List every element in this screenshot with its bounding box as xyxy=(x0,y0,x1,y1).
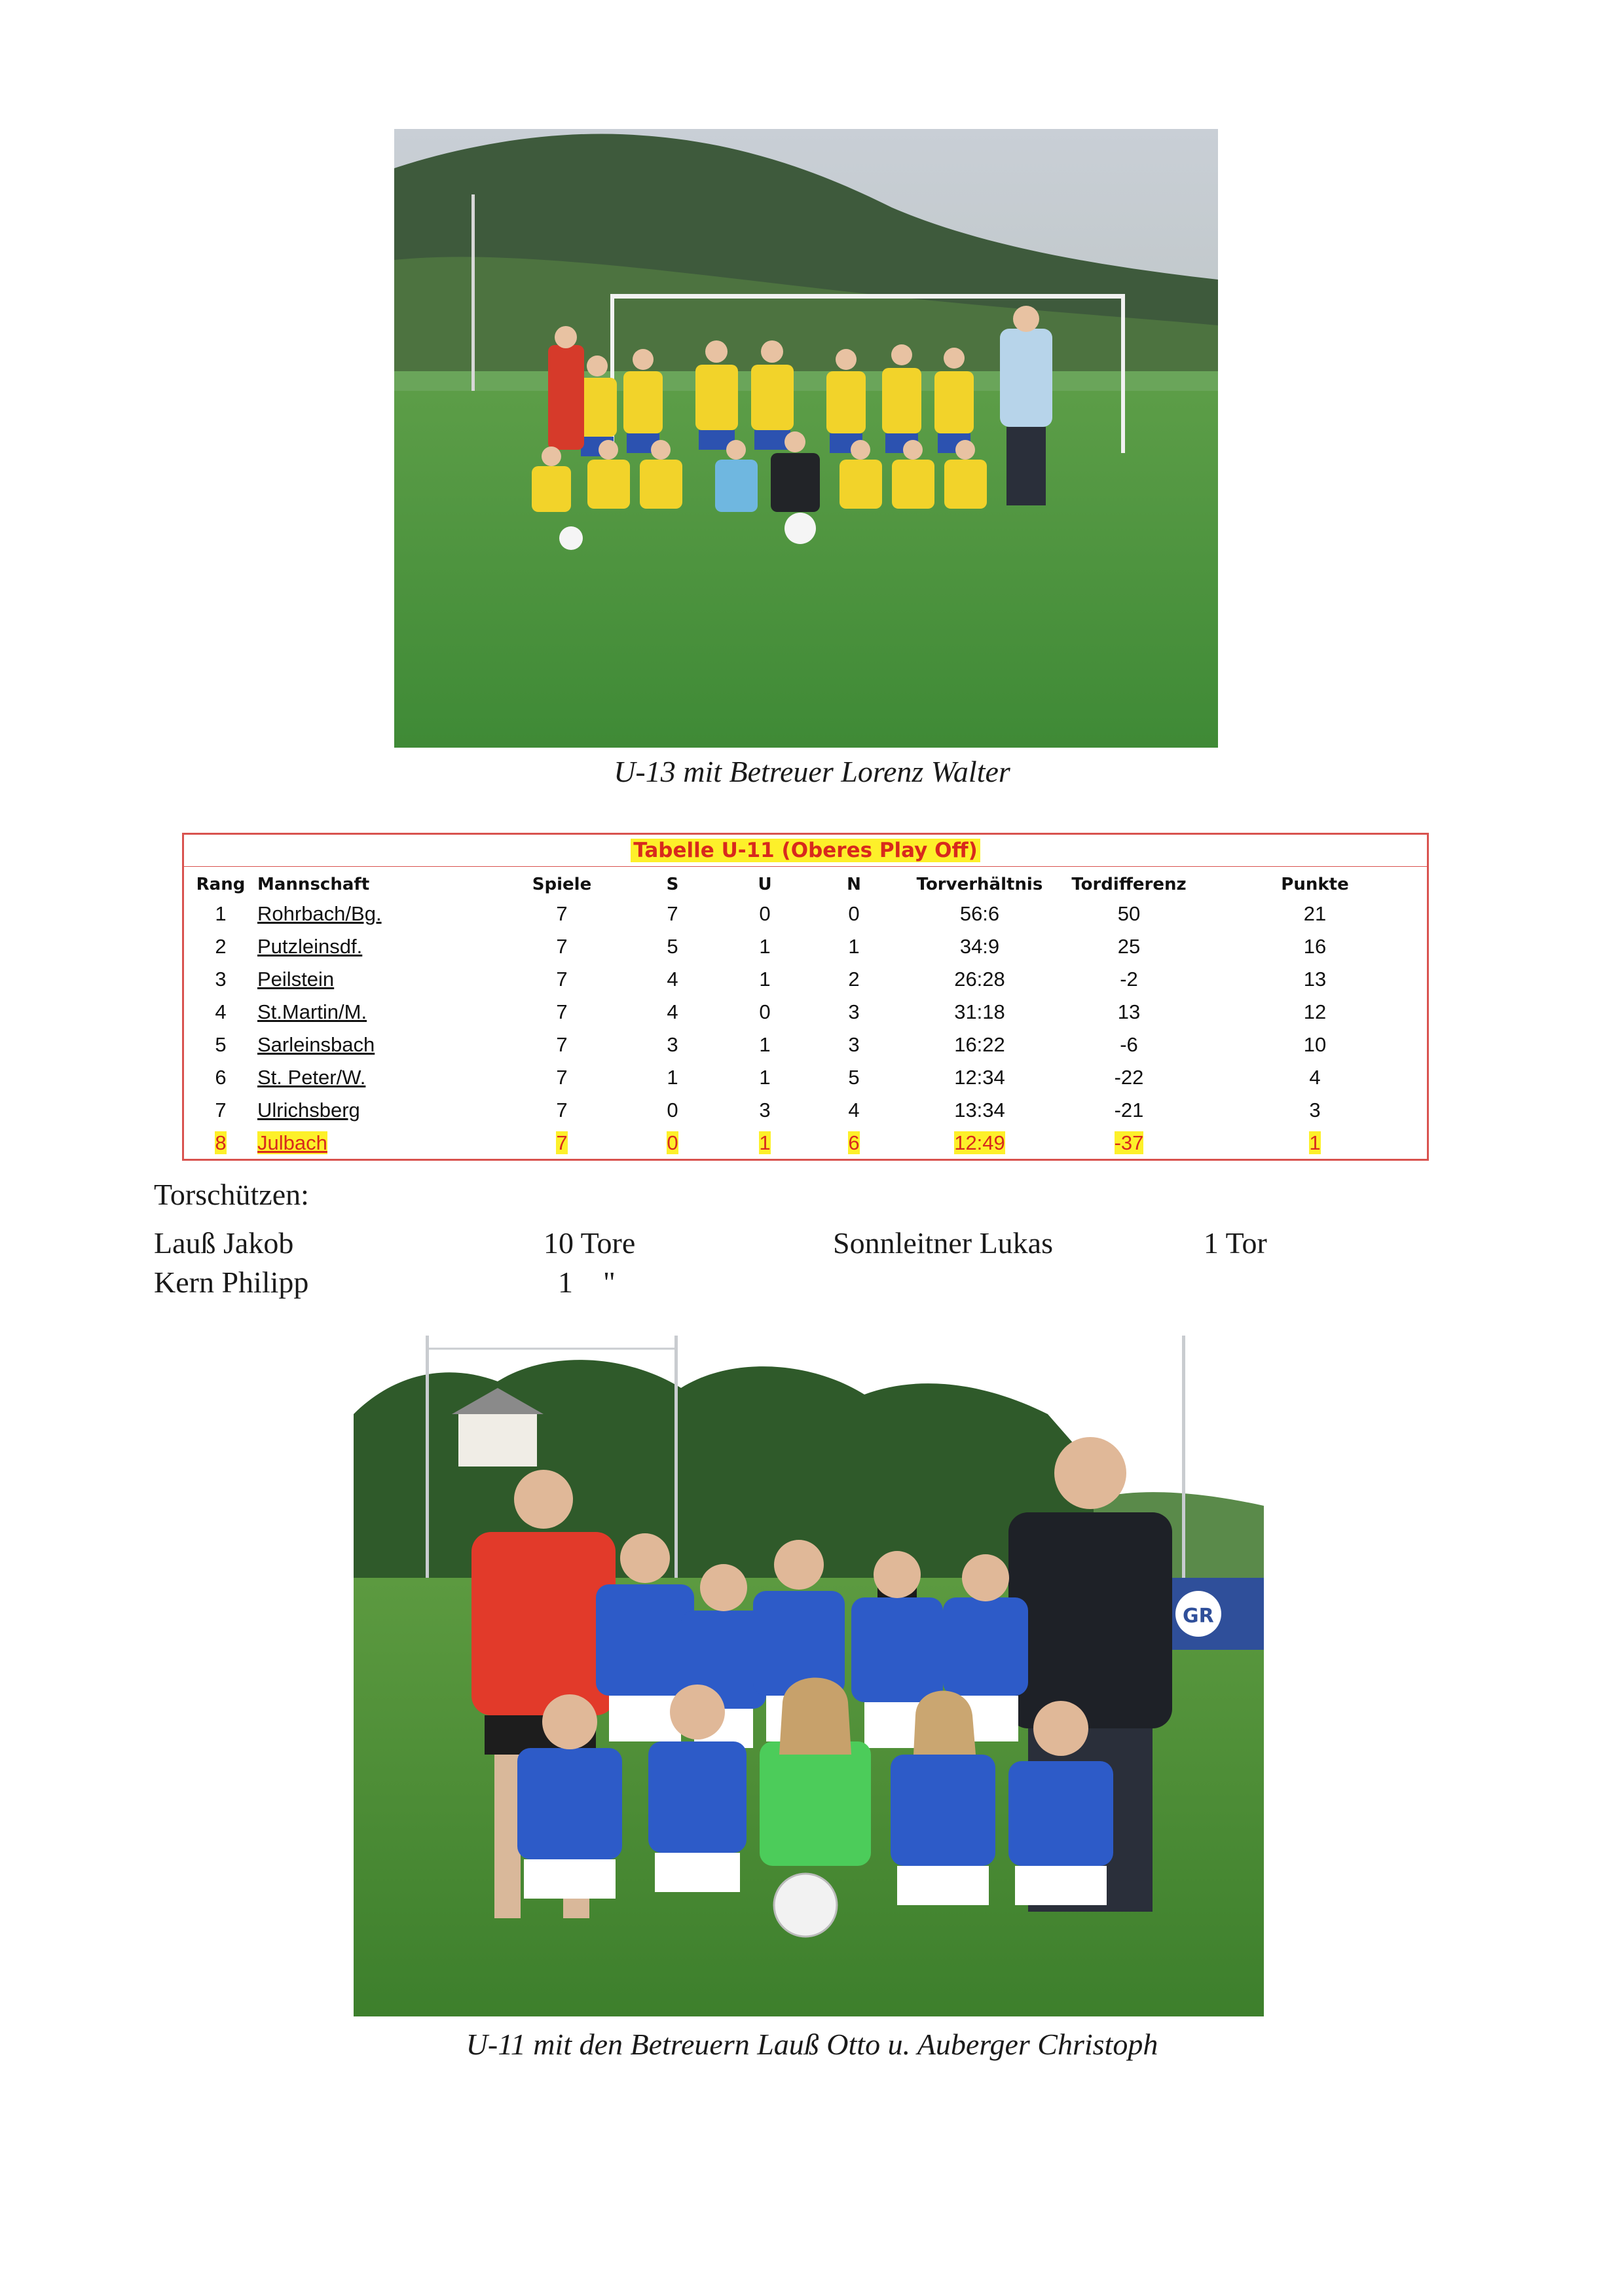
banner-logo-text: GR xyxy=(1183,1605,1214,1628)
table-row xyxy=(184,996,1428,1029)
cell-n: 4 xyxy=(848,1099,860,1121)
col-header-rang: Rang xyxy=(196,875,246,894)
cell-spiele: 7 xyxy=(556,935,568,958)
cell-diff: 25 xyxy=(1117,935,1141,958)
cell-n: 6 xyxy=(848,1131,860,1154)
col-header-s: S xyxy=(666,875,679,894)
cell-team[interactable] xyxy=(257,898,504,930)
cell-spiele: 7 xyxy=(556,1033,568,1056)
table-title: Tabelle U-11 (Oberes Play Off) xyxy=(184,839,1427,862)
table-header-row xyxy=(184,871,1428,898)
cell-diff: -2 xyxy=(1120,968,1138,991)
cell-rang: 8 xyxy=(215,1131,227,1154)
cell-s: 3 xyxy=(667,1033,678,1056)
cell-s: 0 xyxy=(667,1099,678,1121)
col-header-u: U xyxy=(758,875,772,894)
team-link[interactable]: Sarleinsbach xyxy=(257,1033,375,1056)
cell-diff: -37 xyxy=(1114,1131,1144,1154)
cell-tore: 13:34 xyxy=(954,1099,1005,1121)
table-row xyxy=(184,1094,1428,1127)
cell-punkte: 10 xyxy=(1303,1033,1327,1056)
cell-punkte: 21 xyxy=(1303,902,1327,925)
cell-team[interactable] xyxy=(257,1029,504,1061)
col-header-spiele: Spiele xyxy=(532,875,592,894)
cell-spiele: 7 xyxy=(556,1000,568,1023)
cell-u: 0 xyxy=(759,1000,771,1023)
cell-punkte: 12 xyxy=(1303,1000,1327,1023)
table-row-highlighted xyxy=(184,1127,1428,1159)
scorer-goals: 1 Tor xyxy=(1204,1226,1267,1260)
standings-table xyxy=(184,871,1428,1159)
cell-diff: -22 xyxy=(1114,1066,1144,1089)
cell-team[interactable] xyxy=(257,996,504,1029)
scorers-title: Torschützen: xyxy=(154,1178,309,1211)
cell-s: 4 xyxy=(667,968,678,991)
team-link[interactable]: Peilstein xyxy=(257,968,335,991)
cell-spiele: 7 xyxy=(556,968,568,991)
cell-spiele: 7 xyxy=(556,902,568,925)
team-photo-u13 xyxy=(394,129,1218,748)
table-row xyxy=(184,898,1428,930)
team-link[interactable]: St. Peter/W. xyxy=(257,1066,366,1089)
cell-u: 1 xyxy=(759,1131,771,1154)
team-link[interactable]: Rohrbach/Bg. xyxy=(257,902,382,925)
col-header-mannschaft: Mannschaft xyxy=(257,875,370,894)
cell-diff: 13 xyxy=(1117,1000,1141,1023)
team-link[interactable]: Julbach xyxy=(257,1131,327,1154)
cell-u: 3 xyxy=(759,1099,771,1121)
cell-rang: 6 xyxy=(215,1066,227,1089)
cell-u: 1 xyxy=(759,1033,771,1056)
cell-team[interactable] xyxy=(257,963,504,996)
table-row xyxy=(184,1061,1428,1094)
cell-spiele: 7 xyxy=(556,1131,568,1154)
col-header-punkte: Punkte xyxy=(1281,875,1349,894)
scorer-goals: 1 " xyxy=(558,1266,616,1299)
table-row xyxy=(184,1029,1428,1061)
cell-rang: 4 xyxy=(215,1000,227,1023)
caption-u13: U-13 mit Betreuer Lorenz Walter xyxy=(614,755,1010,788)
cell-u: 0 xyxy=(759,902,771,925)
team-link[interactable]: St.Martin/M. xyxy=(257,1000,367,1023)
cell-n: 0 xyxy=(848,902,860,925)
cell-rang: 2 xyxy=(215,935,227,958)
cell-n: 2 xyxy=(848,968,860,991)
cell-tore: 26:28 xyxy=(954,968,1005,991)
cell-punkte: 4 xyxy=(1309,1066,1321,1089)
cell-tore: 12:49 xyxy=(954,1131,1005,1154)
scorer-name: Sonnleitner Lukas xyxy=(833,1226,1053,1260)
cell-s: 5 xyxy=(667,935,678,958)
cell-tore: 12:34 xyxy=(954,1066,1005,1089)
cell-punkte: 16 xyxy=(1303,935,1327,958)
cell-s: 4 xyxy=(667,1000,678,1023)
cell-team[interactable] xyxy=(257,930,504,963)
scorer-name: Kern Philipp xyxy=(154,1266,309,1299)
scorer-name: Lauß Jakob xyxy=(154,1226,294,1260)
col-header-n: N xyxy=(847,875,861,894)
divider xyxy=(184,866,1427,867)
col-header-tordifferenz: Tordifferenz xyxy=(1071,875,1187,894)
table-row xyxy=(184,930,1428,963)
cell-u: 1 xyxy=(759,1066,771,1089)
team-photo-u11 xyxy=(354,1336,1264,2016)
cell-tore: 16:22 xyxy=(954,1033,1005,1056)
scorer-goals: 10 Tore xyxy=(544,1226,636,1260)
cell-punkte: 13 xyxy=(1303,968,1327,991)
table-row xyxy=(184,963,1428,996)
col-header-torverhaeltnis: Torverhältnis xyxy=(916,875,1043,894)
cell-punkte: 3 xyxy=(1309,1099,1321,1121)
cell-spiele: 7 xyxy=(556,1099,568,1121)
cell-s: 1 xyxy=(667,1066,678,1089)
team-link[interactable]: Putzleinsdf. xyxy=(257,935,363,958)
cell-tore: 31:18 xyxy=(954,1000,1005,1023)
cell-s: 7 xyxy=(667,902,678,925)
cell-n: 1 xyxy=(848,935,860,958)
cell-diff: -21 xyxy=(1114,1099,1144,1121)
cell-team[interactable] xyxy=(257,1061,504,1094)
cell-diff: 50 xyxy=(1117,902,1141,925)
cell-diff: -6 xyxy=(1120,1033,1138,1056)
cell-rang: 5 xyxy=(215,1033,227,1056)
cell-tore: 56:6 xyxy=(959,902,1000,925)
cell-rang: 3 xyxy=(215,968,227,991)
cell-rang: 7 xyxy=(215,1099,227,1121)
cell-u: 1 xyxy=(759,935,771,958)
cell-n: 3 xyxy=(848,1033,860,1056)
cell-punkte: 1 xyxy=(1309,1131,1321,1154)
cell-tore: 34:9 xyxy=(959,935,1000,958)
cell-n: 3 xyxy=(848,1000,860,1023)
cell-s: 0 xyxy=(667,1131,678,1154)
cell-team[interactable] xyxy=(257,1094,504,1127)
cell-rang: 1 xyxy=(215,902,227,925)
cell-team[interactable] xyxy=(257,1127,504,1159)
cell-n: 5 xyxy=(848,1066,860,1089)
standings-table-box xyxy=(182,833,1429,1161)
cell-spiele: 7 xyxy=(556,1066,568,1089)
team-link[interactable]: Ulrichsberg xyxy=(257,1099,360,1121)
caption-u11: U-11 mit den Betreuern Lauß Otto u. Auberger Christoph xyxy=(466,2028,1158,2061)
cell-u: 1 xyxy=(759,968,771,991)
